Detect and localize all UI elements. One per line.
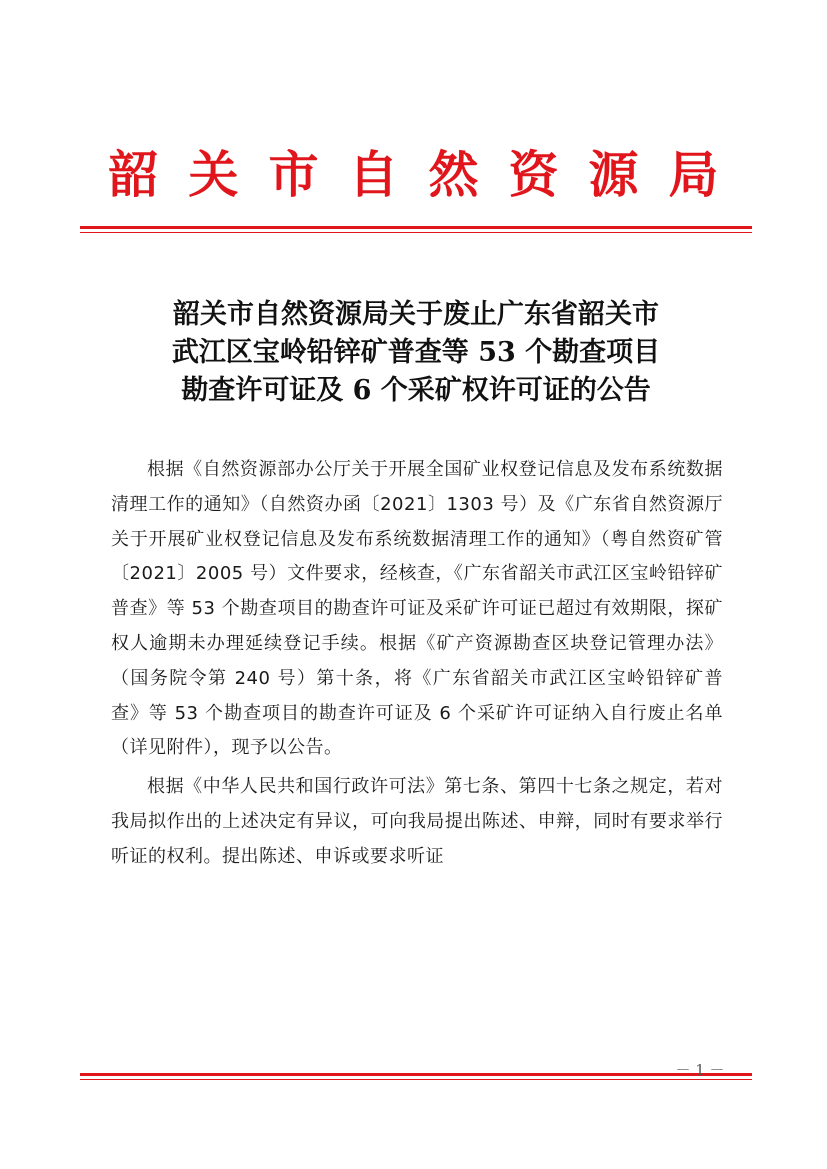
footer-rule-thin [80,1079,752,1080]
notice-title [80,296,752,410]
header-rule-thick [80,226,752,229]
footer-rule-thick [80,1073,752,1076]
header-rule-thin [80,232,752,233]
page-number: － 1 － [675,1061,725,1079]
agency-masthead: 韶关市自然资源局 [108,145,749,204]
title-line-1: 韶关市自然资源局关于废止广东省韶关市 [173,299,659,330]
body-paragraph-2: 根据《中华人民共和国行政许可法》第七条、第四十七条之规定，若对我局拟作出的上述决定有异议，可向我局提出陈述、申辩，同时有要求举行听证的权利。提出陈述、申诉或要求听证 [111,776,723,867]
body-paragraph-1: 根据《自然资源部办公厅关于开展全国矿业权登记信息及发布系统数据清理工作的通知》（自然资办函〔2021〕1303 号）及《广东省自然资源厅关于开展矿业权登记信息及发布系统数据清理工作的通知》（粤自然资矿管〔2021〕2005 号）文件要求，经核查，《广东省韶关市武江区宝岭铅锌矿普查》等 53 个勘查项目的勘查许可证及采矿许可证已超过有效期限，探矿权人逾期未办理延续登记手续。根据《矿产资源勘查区块登记管理办法》（国务院令第 240 号）第十条，将《广东省韶关市武江区宝岭铅锌矿普查》等 53 个勘查项目的勘查许可证及 6 个采矿许可证纳入自行废止名单（详见附件），现予以公告。 [111,459,723,759]
notice-body [111,453,723,879]
title-line-2: 武江区宝岭铅锌矿普查等 53 个勘查项目 [171,337,661,368]
title-line-3: 勘查许可证及 6 个采矿权许可证的公告 [181,375,651,406]
